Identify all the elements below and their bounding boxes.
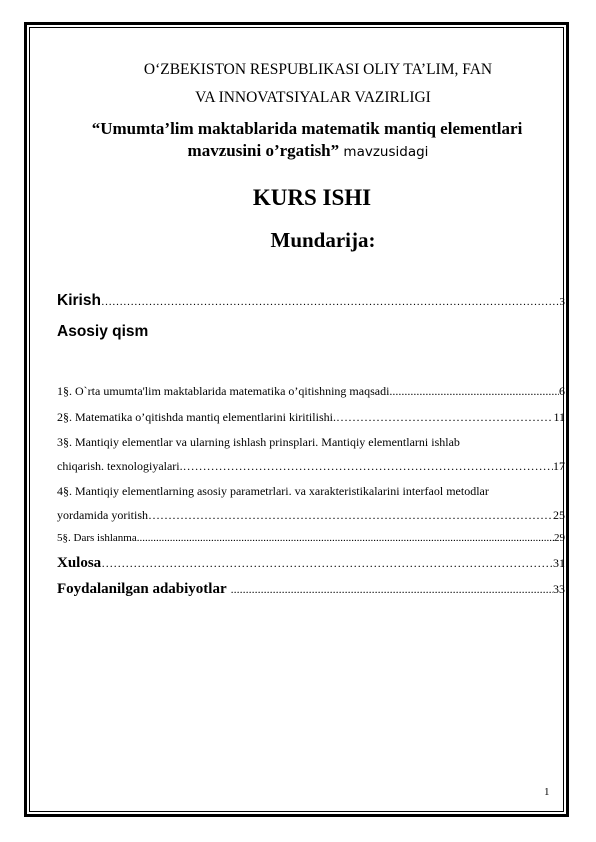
toc-entry-label: 1§. O`rta umumta'lim maktablarida matematika o’qitishning maqsadi	[57, 384, 390, 398]
toc-entry-label: 5§. Dars ishlanma	[57, 532, 137, 544]
document-type-title: KURS ISHI	[252, 185, 372, 210]
toc-entry-page: 11	[553, 410, 565, 424]
toc-leader-dots	[148, 508, 553, 523]
toc-leader-dots	[101, 296, 560, 308]
toc-entry-label: 2§. Matematika o’qitishda mantiq elementlarini kiritilishi.	[57, 410, 336, 424]
toc-entry-page: 25	[553, 508, 565, 522]
toc-section-asosiy: Asosiy qism	[57, 323, 149, 340]
toc-entry-label: Xulosa	[57, 555, 102, 571]
toc-title: Mundarija:	[270, 228, 376, 252]
toc-entry-4-line1: 4§. Mantiqiy elementlarning asosiy parametrlari. va xarakteristikalarini interfaol metodlar	[57, 484, 489, 498]
toc-entry-page: 6	[559, 384, 565, 398]
ministry-name-line1: O‘ZBEKISTON RESPUBLIKASI OLIY TA’LIM, FAN	[143, 61, 493, 78]
toc-leader-dots	[101, 556, 553, 571]
toc-entry-page: 17	[553, 459, 565, 473]
toc-entry-5	[57, 532, 565, 544]
page-number: 1	[544, 786, 550, 798]
toc-entry-3-line1: 3§. Mantiqiy elementlar va ularning ishlash prinsplari. Mantiqiy elementlarni ishlab	[57, 435, 460, 449]
toc-entry-3	[57, 459, 565, 474]
toc-leader-dots	[231, 582, 553, 597]
toc-entry-4	[57, 508, 565, 523]
toc-entry-xulosa	[57, 555, 565, 572]
topic-title-line2-suffix: mavzusidagi	[339, 144, 429, 160]
toc-leader-dots	[137, 532, 554, 544]
toc-leader-dots	[183, 459, 553, 474]
toc-entry-label: yordamida yoritish	[57, 508, 148, 522]
topic-title-line2-bold: mavzusini o’rgatish”	[187, 141, 340, 160]
topic-title-line1: “Umumta’lim maktablarida matematik mantiq elementlari	[91, 119, 523, 138]
toc-entry-page: 31	[553, 556, 565, 570]
toc-leader-dots	[336, 410, 553, 425]
toc-entry-label: Foydalanilgan adabiyotlar	[57, 581, 227, 597]
topic-title-line2	[0, 141, 596, 161]
toc-entry-page: 29	[554, 532, 565, 544]
toc-entry-kirish	[57, 292, 565, 310]
toc-entry-page: 3	[559, 296, 565, 308]
ministry-name-line2: VA INNOVATSIYALAR VAZIRLIGI	[195, 89, 431, 106]
toc-entry-label: Kirish	[57, 292, 101, 309]
toc-entry-label: chiqarish. texnologiyalari.	[57, 459, 183, 473]
toc-entry-1	[57, 384, 565, 399]
toc-entry-foydalanilgan	[57, 581, 565, 598]
toc-leader-dots	[389, 384, 559, 399]
toc-entry-page: 33	[553, 582, 565, 596]
toc-entry-2	[57, 410, 565, 425]
